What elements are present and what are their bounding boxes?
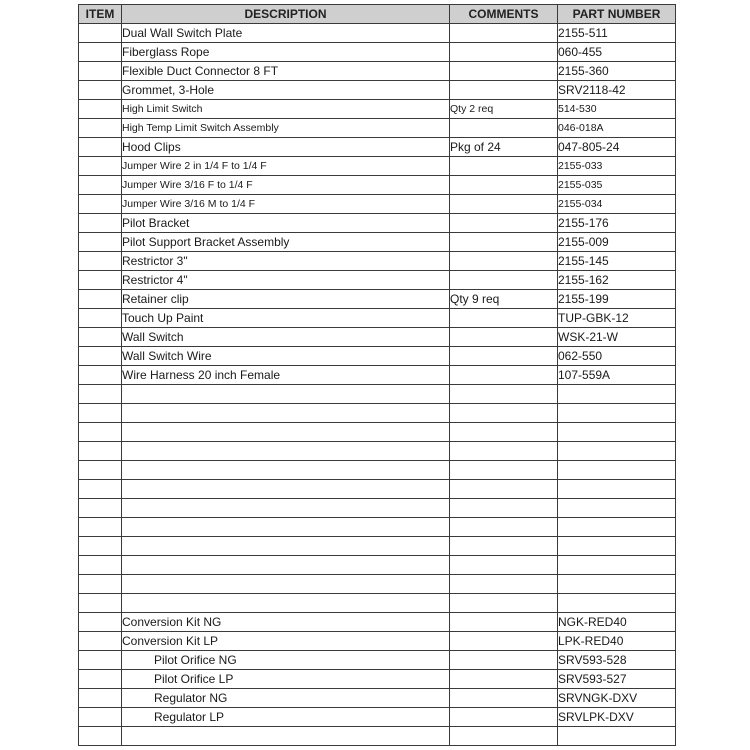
table-row [79, 575, 676, 594]
item-cell [79, 309, 122, 328]
item-cell [79, 423, 122, 442]
table-row [79, 613, 676, 632]
comments-cell [450, 119, 558, 138]
comments-cell [450, 556, 558, 575]
item-cell [79, 727, 122, 746]
description-cell [122, 404, 450, 423]
description-cell: Retainer clip [122, 290, 450, 309]
comments-cell [450, 347, 558, 366]
table-row [79, 81, 676, 100]
item-cell [79, 347, 122, 366]
item-cell [79, 157, 122, 176]
comments-cell [450, 537, 558, 556]
item-cell [79, 442, 122, 461]
part-number-cell [558, 385, 676, 404]
part-number-cell: 2155-035 [558, 176, 676, 195]
comments-cell [450, 404, 558, 423]
part-number-cell: SRV593-528 [558, 651, 676, 670]
item-cell [79, 404, 122, 423]
comments-cell [450, 195, 558, 214]
description-cell [122, 385, 450, 404]
table-row [79, 518, 676, 537]
description-cell: Fiberglass Rope [122, 43, 450, 62]
comments-cell [450, 689, 558, 708]
item-cell [79, 480, 122, 499]
comments-cell [450, 423, 558, 442]
comments-cell [450, 708, 558, 727]
comments-cell [450, 43, 558, 62]
comments-cell [450, 271, 558, 290]
description-cell: Conversion Kit NG [122, 613, 450, 632]
parts-table-body [79, 24, 676, 746]
table-row [79, 309, 676, 328]
comments-cell [450, 651, 558, 670]
table-row [79, 233, 676, 252]
description-cell: Wall Switch Wire [122, 347, 450, 366]
description-cell: Conversion Kit LP [122, 632, 450, 651]
item-cell [79, 499, 122, 518]
table-row [79, 556, 676, 575]
description-cell: Regulator NG [122, 689, 450, 708]
header-row [79, 5, 676, 24]
table-row [79, 138, 676, 157]
table-row [79, 328, 676, 347]
header-part-number: PART NUMBER [558, 5, 676, 24]
part-number-cell: 2155-009 [558, 233, 676, 252]
description-cell [122, 556, 450, 575]
part-number-cell: 2155-145 [558, 252, 676, 271]
description-cell: Wire Harness 20 inch Female [122, 366, 450, 385]
comments-cell [450, 214, 558, 233]
description-cell: Jumper Wire 2 in 1/4 F to 1/4 F [122, 157, 450, 176]
comments-cell [450, 366, 558, 385]
parts-table [78, 4, 676, 746]
comments-cell [450, 613, 558, 632]
part-number-cell [558, 537, 676, 556]
item-cell [79, 537, 122, 556]
table-row [79, 708, 676, 727]
table-row [79, 385, 676, 404]
description-cell [122, 480, 450, 499]
part-number-cell: 2155-360 [558, 62, 676, 81]
item-cell [79, 233, 122, 252]
part-number-cell [558, 575, 676, 594]
description-cell: Pilot Support Bracket Assembly [122, 233, 450, 252]
item-cell [79, 252, 122, 271]
description-cell: Hood Clips [122, 138, 450, 157]
item-cell [79, 385, 122, 404]
description-cell: Grommet, 3-Hole [122, 81, 450, 100]
table-row [79, 632, 676, 651]
part-number-cell: 2155-034 [558, 195, 676, 214]
header-description: DESCRIPTION [122, 5, 450, 24]
table-row [79, 157, 676, 176]
table-row [79, 651, 676, 670]
table-row [79, 271, 676, 290]
comments-cell [450, 252, 558, 271]
item-cell [79, 670, 122, 689]
table-row [79, 404, 676, 423]
table-row [79, 423, 676, 442]
comments-cell [450, 632, 558, 651]
description-cell [122, 594, 450, 613]
comments-cell [450, 442, 558, 461]
part-number-cell: 046-018A [558, 119, 676, 138]
part-number-cell: 060-455 [558, 43, 676, 62]
item-cell [79, 119, 122, 138]
part-number-cell [558, 423, 676, 442]
description-cell: Regulator LP [122, 708, 450, 727]
item-cell [79, 594, 122, 613]
part-number-cell: 062-550 [558, 347, 676, 366]
comments-cell [450, 385, 558, 404]
description-cell: Restrictor 3" [122, 252, 450, 271]
comments-cell [450, 499, 558, 518]
part-number-cell: SRV2118-42 [558, 81, 676, 100]
header-right-edge [675, 4, 676, 21]
part-number-cell: 107-559A [558, 366, 676, 385]
item-cell [79, 461, 122, 480]
item-cell [79, 138, 122, 157]
comments-cell [450, 670, 558, 689]
part-number-cell: SRVNGK-DXV [558, 689, 676, 708]
item-cell [79, 62, 122, 81]
part-number-cell: TUP-GBK-12 [558, 309, 676, 328]
part-number-cell [558, 518, 676, 537]
comments-cell [450, 309, 558, 328]
comments-cell [450, 518, 558, 537]
part-number-cell [558, 480, 676, 499]
table-row [79, 214, 676, 233]
item-cell [79, 100, 122, 119]
part-number-cell [558, 499, 676, 518]
table-row [79, 24, 676, 43]
description-cell: High Temp Limit Switch Assembly [122, 119, 450, 138]
table-row [79, 252, 676, 271]
description-cell: Flexible Duct Connector 8 FT [122, 62, 450, 81]
description-cell: Dual Wall Switch Plate [122, 24, 450, 43]
table-row [79, 195, 676, 214]
comments-cell [450, 24, 558, 43]
table-row [79, 176, 676, 195]
comments-cell [450, 233, 558, 252]
item-cell [79, 689, 122, 708]
item-cell [79, 81, 122, 100]
table-row [79, 670, 676, 689]
item-cell [79, 271, 122, 290]
description-cell: Jumper Wire 3/16 M to 1/4 F [122, 195, 450, 214]
table-row [79, 347, 676, 366]
part-number-cell [558, 727, 676, 746]
description-cell [122, 575, 450, 594]
part-number-cell [558, 556, 676, 575]
comments-cell [450, 594, 558, 613]
part-number-cell: 2155-162 [558, 271, 676, 290]
item-cell [79, 24, 122, 43]
part-number-cell: SRV593-527 [558, 670, 676, 689]
item-cell [79, 708, 122, 727]
description-cell: Wall Switch [122, 328, 450, 347]
description-cell: Restrictor 4" [122, 271, 450, 290]
description-cell: Pilot Bracket [122, 214, 450, 233]
comments-cell [450, 727, 558, 746]
table-row [79, 461, 676, 480]
table-row [79, 43, 676, 62]
part-number-cell: LPK-RED40 [558, 632, 676, 651]
table-row [79, 594, 676, 613]
table-row [79, 366, 676, 385]
comments-cell: Pkg of 24 [450, 138, 558, 157]
description-cell [122, 518, 450, 537]
part-number-cell: WSK-21-W [558, 328, 676, 347]
part-number-cell: SRVLPK-DXV [558, 708, 676, 727]
description-cell: Pilot Orifice LP [122, 670, 450, 689]
part-number-cell [558, 594, 676, 613]
comments-cell [450, 157, 558, 176]
table-row [79, 480, 676, 499]
description-cell [122, 727, 450, 746]
table-row [79, 499, 676, 518]
table-row [79, 727, 676, 746]
part-number-cell: 514-530 [558, 100, 676, 119]
description-cell [122, 442, 450, 461]
comments-cell [450, 328, 558, 347]
item-cell [79, 518, 122, 537]
part-number-cell: 2155-511 [558, 24, 676, 43]
item-cell [79, 366, 122, 385]
item-cell [79, 575, 122, 594]
description-cell: Touch Up Paint [122, 309, 450, 328]
description-cell [122, 461, 450, 480]
part-number-cell: 2155-033 [558, 157, 676, 176]
item-cell [79, 328, 122, 347]
comments-cell: Qty 2 req [450, 100, 558, 119]
description-cell: Jumper Wire 3/16 F to 1/4 F [122, 176, 450, 195]
description-cell: Pilot Orifice NG [122, 651, 450, 670]
part-number-cell: 2155-176 [558, 214, 676, 233]
table-row [79, 62, 676, 81]
comments-cell [450, 81, 558, 100]
item-cell [79, 556, 122, 575]
item-cell [79, 651, 122, 670]
table-row [79, 537, 676, 556]
item-cell [79, 613, 122, 632]
item-cell [79, 195, 122, 214]
table-row [79, 290, 676, 309]
comments-cell: Qty 9 req [450, 290, 558, 309]
comments-cell [450, 176, 558, 195]
item-cell [79, 43, 122, 62]
item-cell [79, 632, 122, 651]
table-row [79, 100, 676, 119]
part-number-cell: 2155-199 [558, 290, 676, 309]
part-number-cell: 047-805-24 [558, 138, 676, 157]
item-cell [79, 176, 122, 195]
table-row [79, 442, 676, 461]
part-number-cell [558, 461, 676, 480]
part-number-cell [558, 442, 676, 461]
comments-cell [450, 461, 558, 480]
part-number-cell [558, 404, 676, 423]
header-comments: COMMENTS [450, 5, 558, 24]
table-row [79, 119, 676, 138]
comments-cell [450, 480, 558, 499]
description-cell [122, 423, 450, 442]
header-item: ITEM [79, 5, 122, 24]
item-cell [79, 214, 122, 233]
item-cell [79, 290, 122, 309]
table-row [79, 689, 676, 708]
description-cell: High Limit Switch [122, 100, 450, 119]
comments-cell [450, 62, 558, 81]
description-cell [122, 537, 450, 556]
comments-cell [450, 575, 558, 594]
part-number-cell: NGK-RED40 [558, 613, 676, 632]
description-cell [122, 499, 450, 518]
